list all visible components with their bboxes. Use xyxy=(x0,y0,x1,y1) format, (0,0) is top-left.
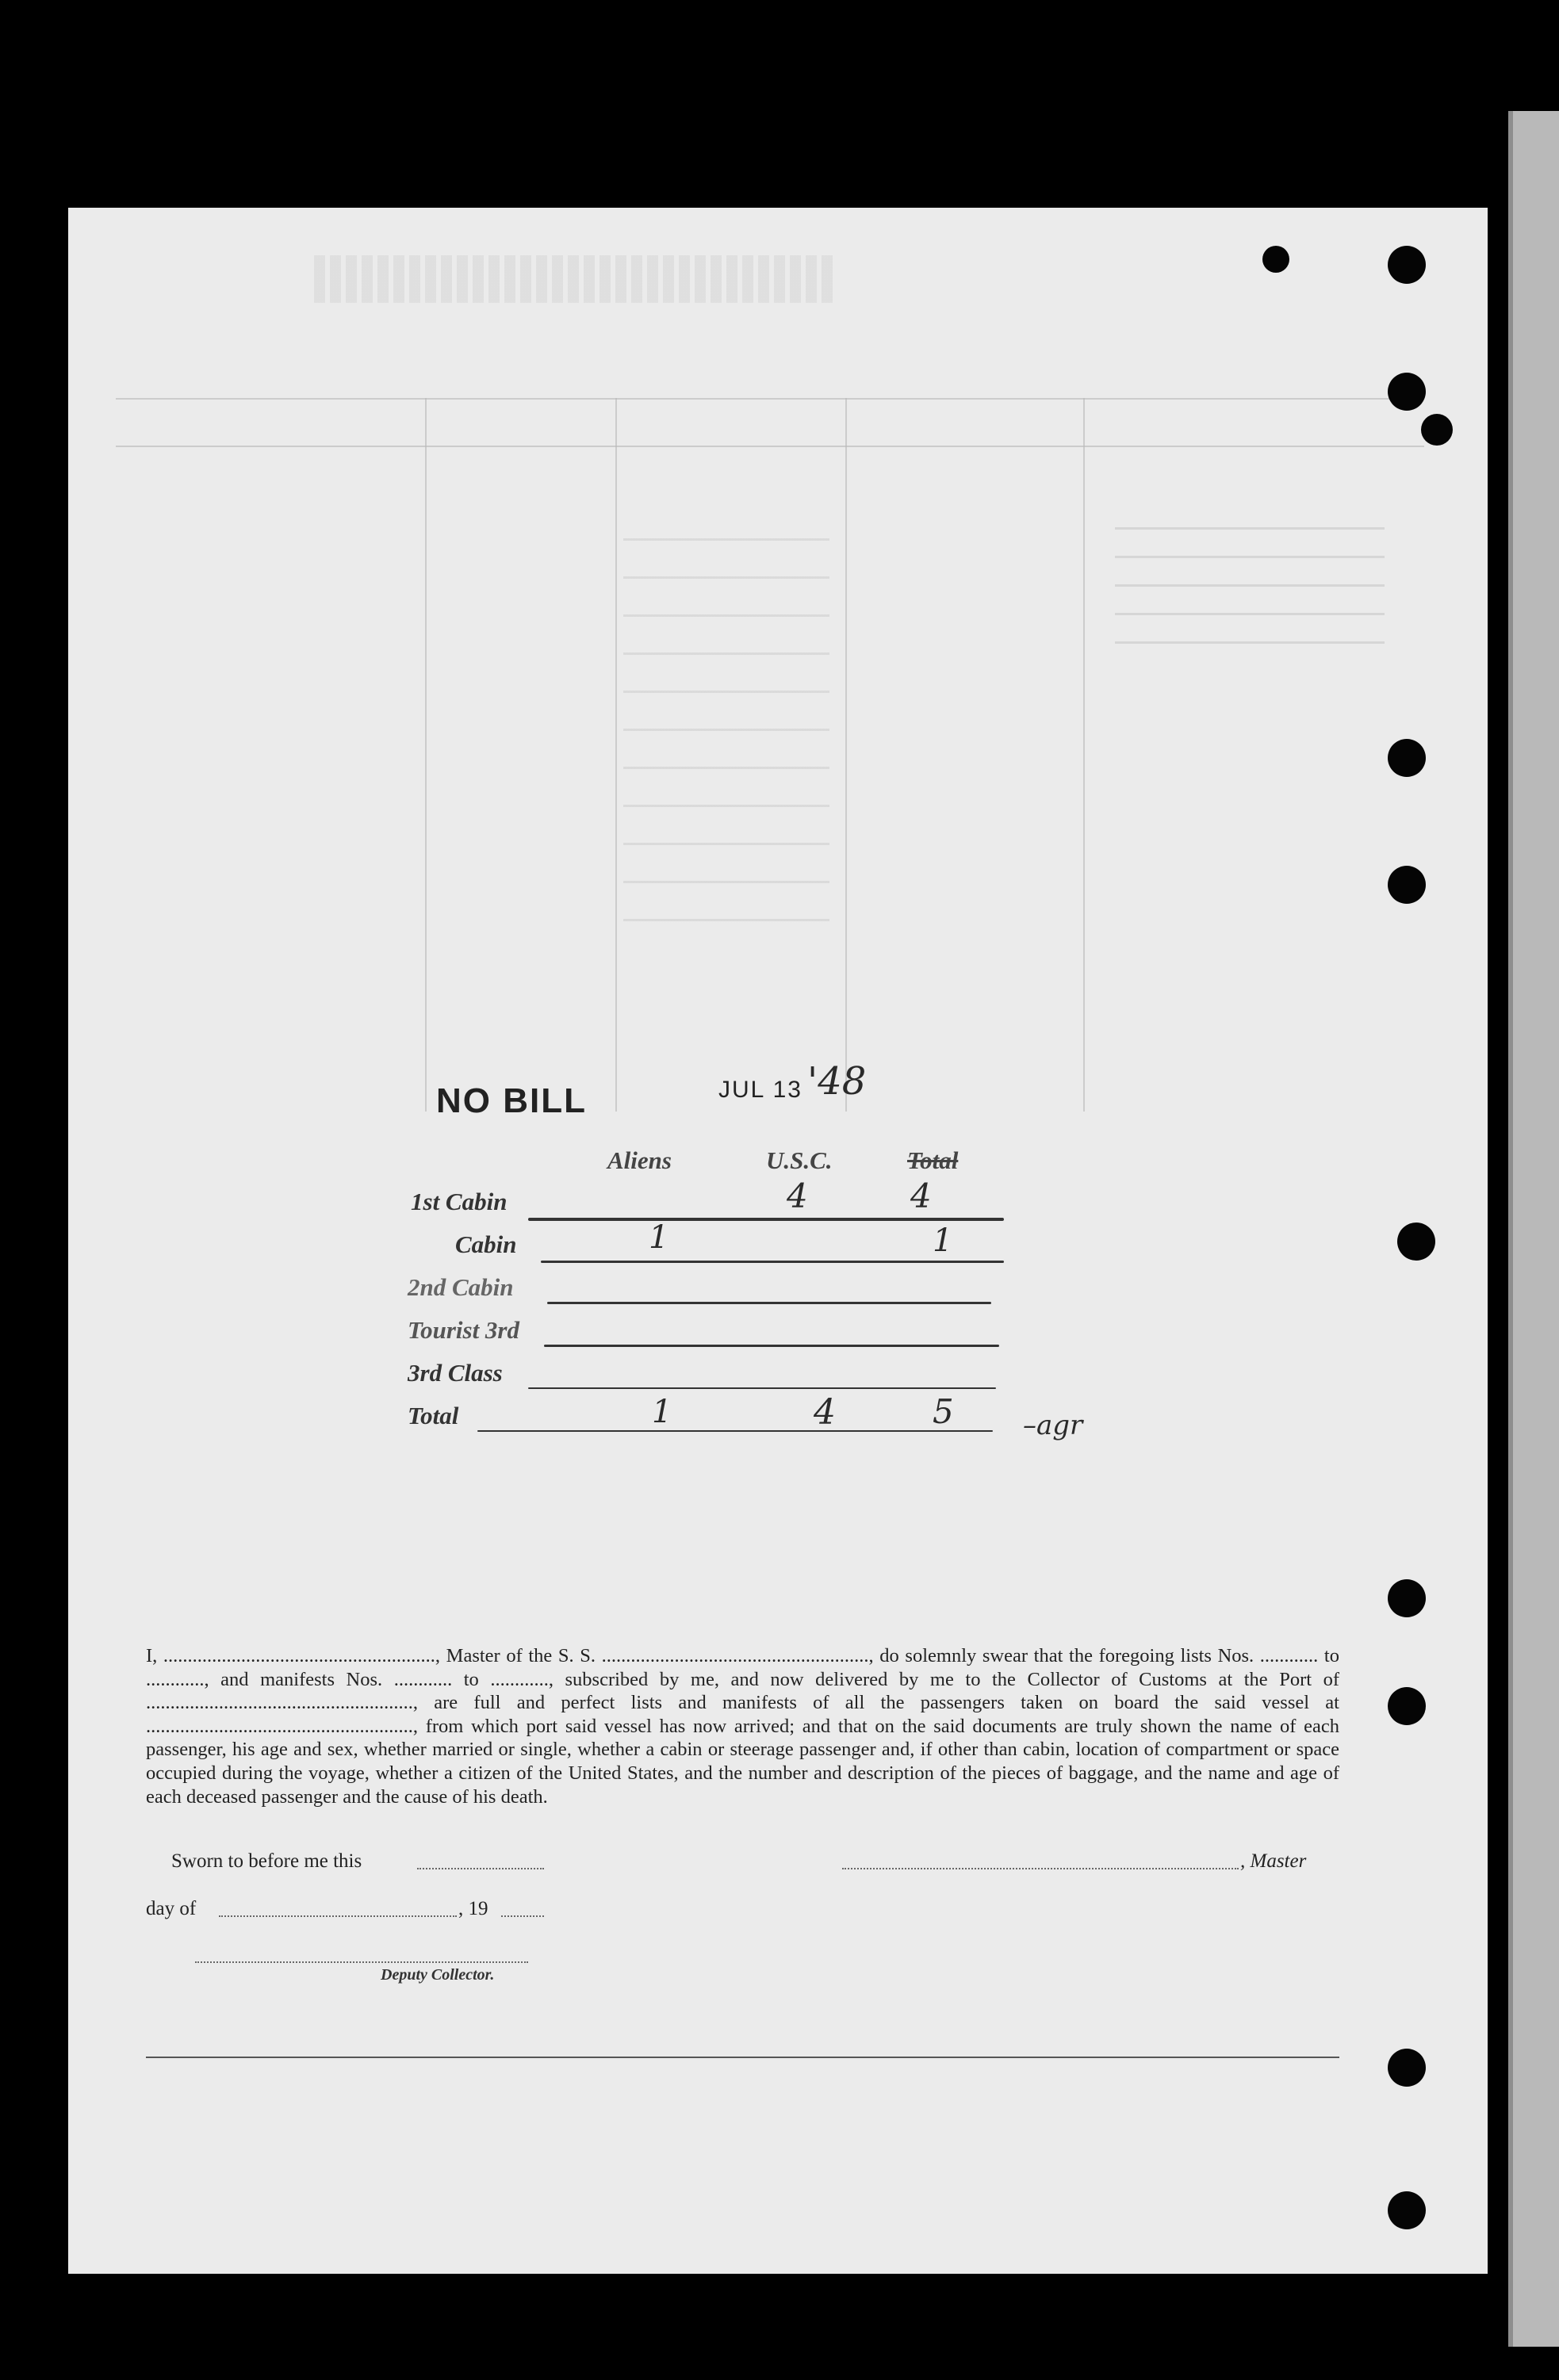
aliens-header: Aliens xyxy=(607,1146,672,1174)
cabin-total: 1 xyxy=(933,1223,953,1259)
bleed-through-header xyxy=(314,255,837,303)
row-label-first-cabin: 1st Cabin xyxy=(411,1188,508,1215)
cabin-aliens: 1 xyxy=(649,1219,669,1256)
document-page xyxy=(68,208,1488,2274)
row-line xyxy=(528,1218,1004,1221)
no-bill-stamp: NO BILL xyxy=(436,1081,587,1120)
handwritten-year: '48 xyxy=(807,1059,867,1104)
punch-hole xyxy=(1388,1579,1426,1617)
bottom-rule xyxy=(146,2057,1339,2058)
punch-hole xyxy=(1388,246,1426,284)
bleed-through-script xyxy=(1115,509,1385,644)
master-signature-line xyxy=(842,1868,1239,1869)
usc-header: U.S.C. xyxy=(766,1146,833,1174)
bleed-through-column xyxy=(615,398,617,1112)
day-of-label: day of xyxy=(146,1898,197,1919)
bleed-through-script xyxy=(623,509,829,921)
bleed-through-rule xyxy=(116,398,1424,400)
total-aliens: 1 xyxy=(652,1394,672,1430)
master-oath xyxy=(146,1644,1339,1808)
row-line xyxy=(541,1261,1004,1263)
year-line xyxy=(501,1915,544,1917)
row-label-tourist: Tourist 3rd xyxy=(408,1316,519,1344)
deputy-collector-label: Deputy Collector. xyxy=(381,1966,495,1984)
punch-hole xyxy=(1388,866,1426,904)
deputy-signature-line xyxy=(195,1961,528,1963)
adjacent-page-edge xyxy=(1508,111,1559,2347)
row-label-second-cabin: 2nd Cabin xyxy=(408,1273,514,1301)
row-line xyxy=(544,1345,999,1347)
punch-hole xyxy=(1262,246,1289,273)
date-stamp: JUL 13 xyxy=(718,1077,802,1103)
oath-text: I, ........................................................, Master of the S. S. ......................................................., do solemnly swear that the foregoing lists Nos. ............ to ............, and manifests Nos. ............ to ............, subscribed by me, and now delivered by me to the Collector of Customs at the Port of ......................................................., are full and perfect lists and manifests of all the passengers taken on board the said vessel at ......................................................., from which port said vessel has now arrived; and that on the said documents are truly shown the name of each passenger, his age and sex, whether married or single, whether a cabin or steerage passenger and, if other than cabin, location of compartment or space occupied during the voyage, whether a citizen of the United States, and the number and description of the pieces of baggage, and the name and age of each deceased passenger and the cause of his death. xyxy=(146,1645,1339,1808)
bleed-through-column xyxy=(425,398,427,1112)
total-usc: 4 xyxy=(814,1392,836,1433)
punch-hole xyxy=(1421,414,1453,446)
initials: –agr xyxy=(1023,1410,1083,1441)
punch-hole xyxy=(1388,1687,1426,1725)
year-prefix: , 19 xyxy=(458,1898,488,1919)
row-line xyxy=(547,1302,991,1304)
row-label-cabin: Cabin xyxy=(455,1230,517,1258)
punch-hole xyxy=(1388,2049,1426,2087)
row-line xyxy=(477,1430,993,1432)
punch-hole xyxy=(1388,373,1426,411)
punch-hole xyxy=(1388,2191,1426,2229)
day-of-line xyxy=(219,1915,457,1917)
bleed-through-column xyxy=(1083,398,1085,1112)
bleed-through-column xyxy=(845,398,847,1112)
row-label-third-class: 3rd Class xyxy=(408,1359,503,1387)
row-line xyxy=(528,1387,996,1389)
total-total: 5 xyxy=(933,1392,954,1431)
total-header: Total xyxy=(907,1146,959,1174)
bleed-through-rule xyxy=(116,446,1424,447)
first-cabin-usc: 4 xyxy=(787,1177,808,1215)
first-cabin-total: 4 xyxy=(910,1177,932,1215)
punch-hole xyxy=(1388,739,1426,777)
master-label: , Master xyxy=(1240,1850,1307,1872)
sworn-label: Sworn to before me this xyxy=(171,1850,362,1872)
punch-hole xyxy=(1397,1223,1435,1261)
sworn-date-line xyxy=(417,1868,544,1869)
row-label-total: Total xyxy=(408,1402,459,1429)
